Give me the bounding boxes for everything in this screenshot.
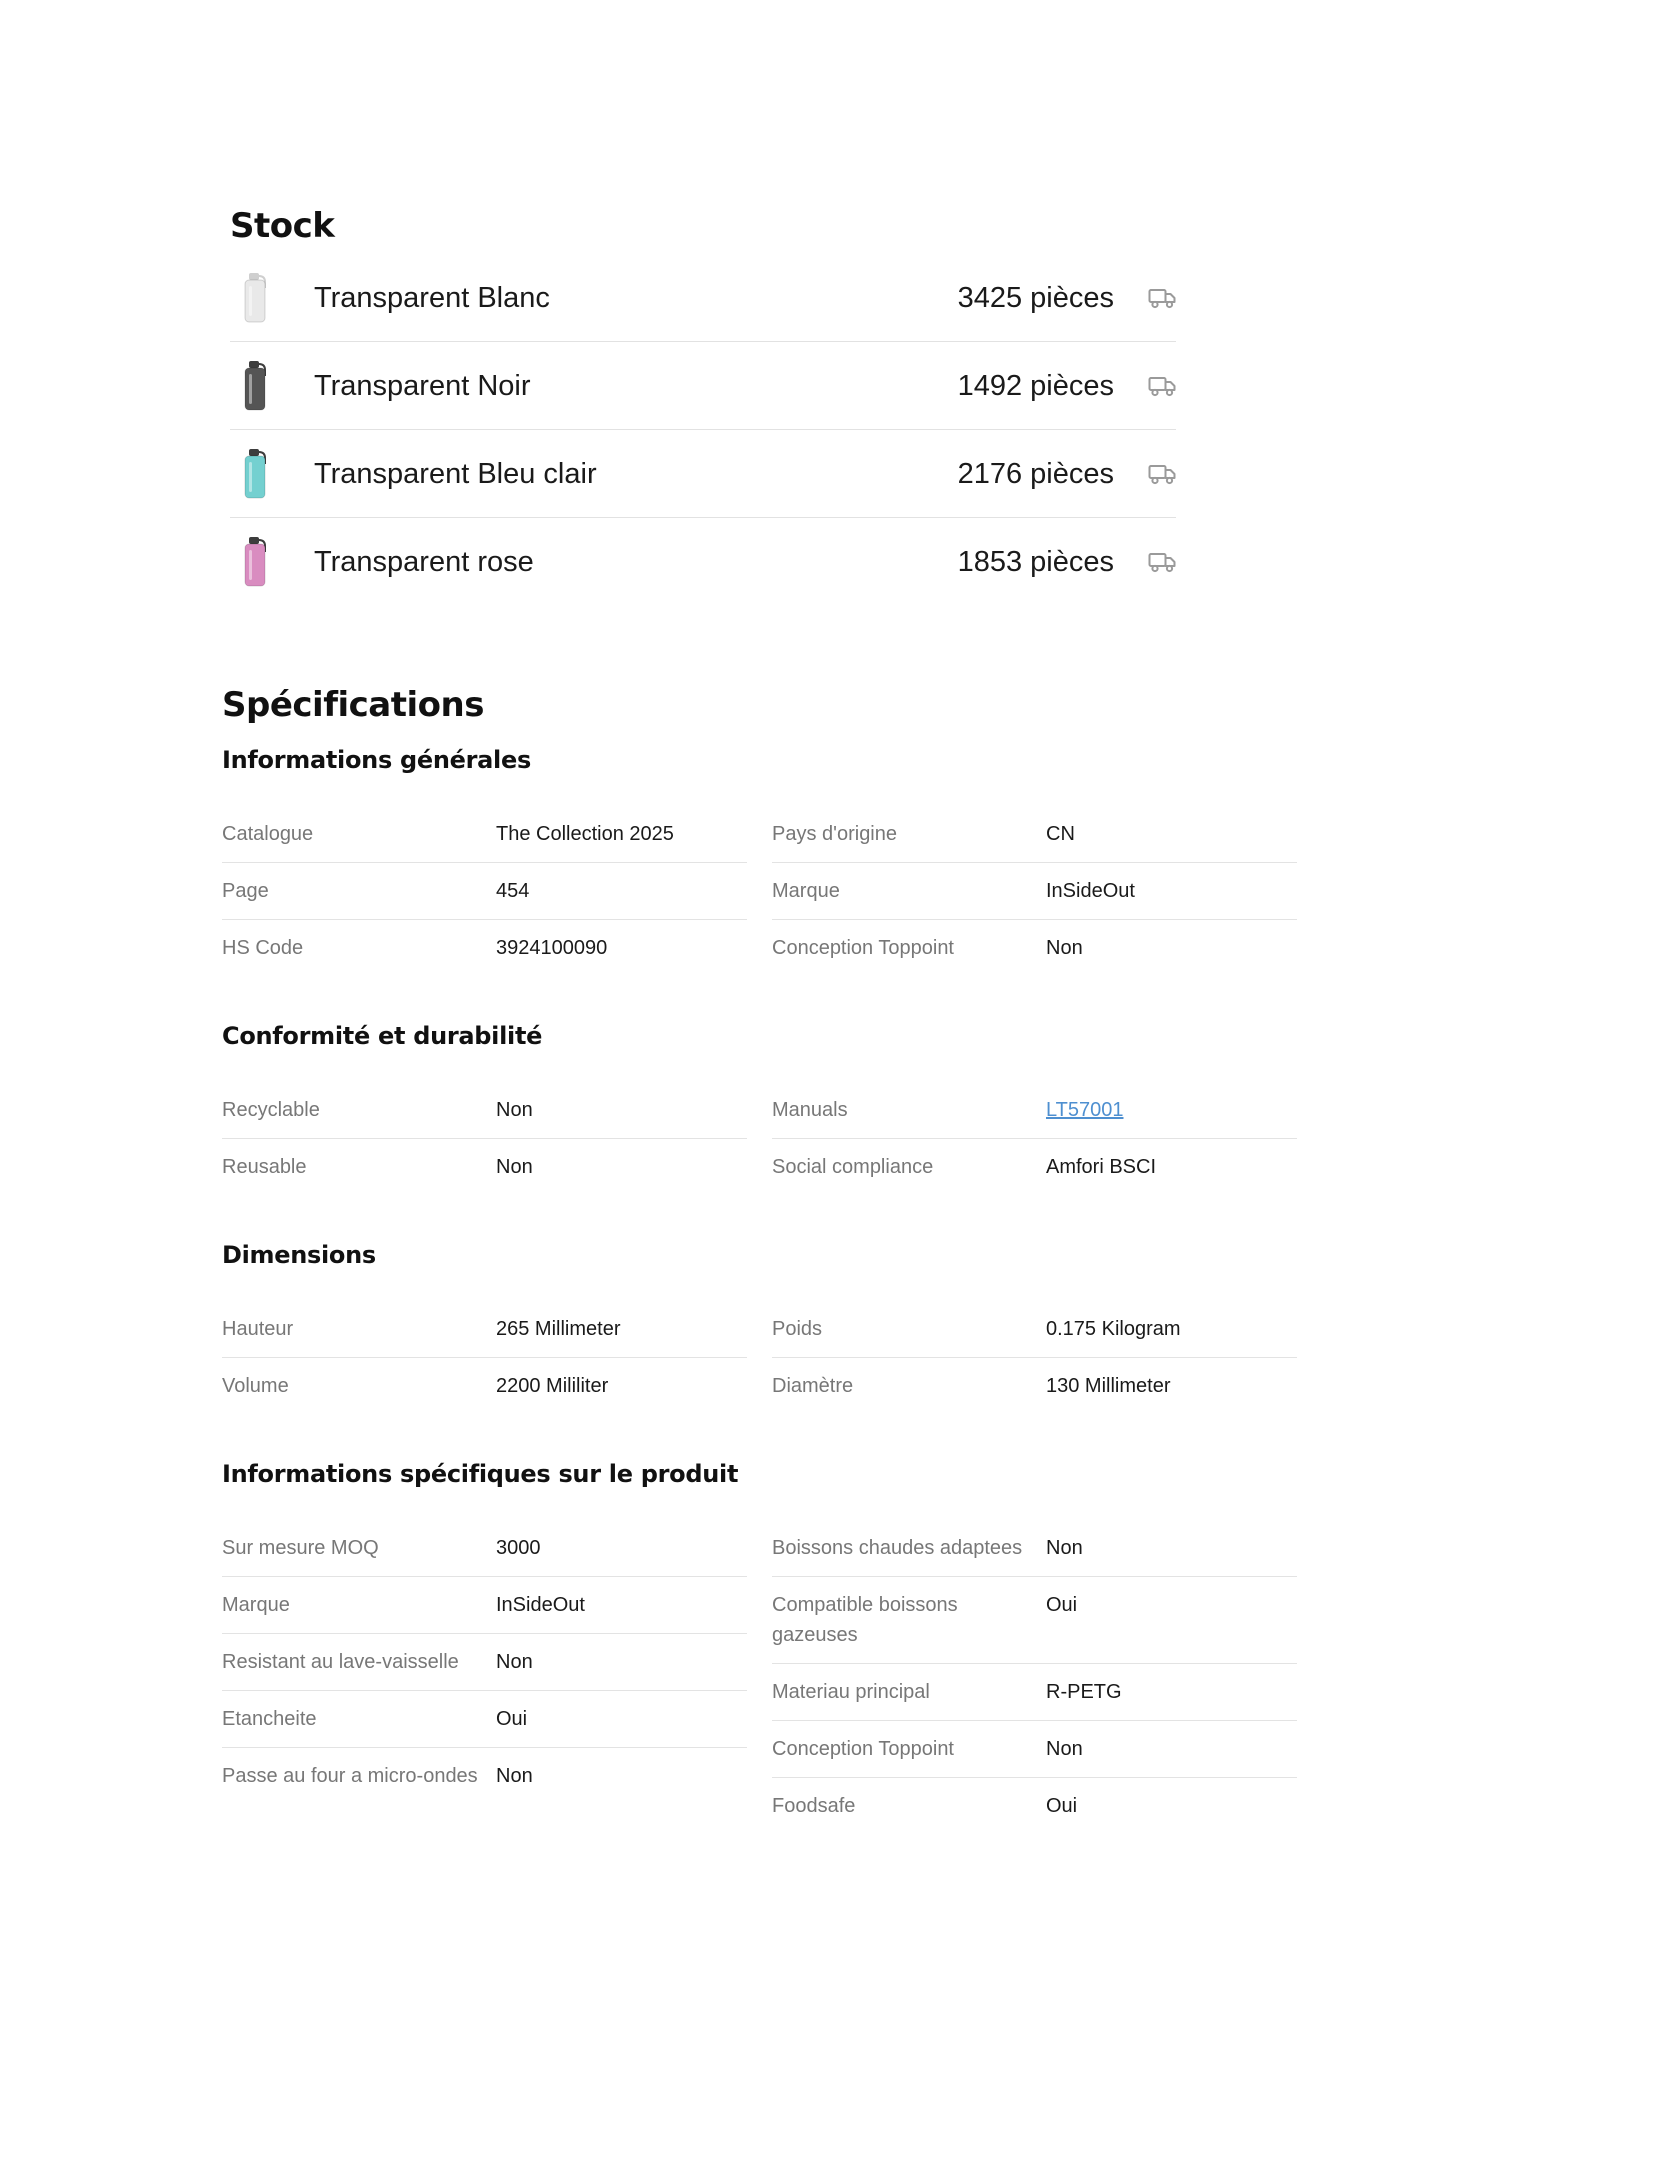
spec-row	[772, 1082, 1297, 1139]
spec-label: Poids	[772, 1318, 823, 1340]
spec-row	[772, 806, 1297, 863]
spec-label: Etancheite	[222, 1708, 317, 1730]
spec-row	[772, 1721, 1297, 1778]
manual-link[interactable]: LT57001	[1046, 1099, 1124, 1121]
spec-row	[222, 806, 747, 863]
spec-column-right	[772, 1301, 1297, 1414]
stock-row	[230, 518, 1176, 606]
spec-row	[222, 1139, 747, 1195]
stock-list	[230, 254, 1176, 606]
spec-value: InSideOut	[496, 1594, 585, 1616]
stock-row	[230, 430, 1176, 518]
spec-value: 265 Millimeter	[496, 1318, 621, 1340]
spec-value: Oui	[496, 1708, 528, 1730]
spec-value: CN	[1046, 823, 1075, 845]
stock-section	[230, 198, 1176, 606]
spec-value: R-PETG	[1046, 1681, 1122, 1703]
truck-icon	[1148, 463, 1176, 485]
spec-label: Social compliance	[772, 1156, 934, 1178]
spec-label: Sur mesure MOQ	[222, 1537, 379, 1559]
spec-row	[222, 1301, 747, 1358]
truck-icon	[1148, 551, 1176, 573]
spec-row	[222, 1082, 747, 1139]
spec-label: Marque	[772, 880, 840, 902]
spec-value: Non	[496, 1156, 533, 1178]
spec-row	[222, 1691, 747, 1748]
group-title-product-info: Informations spécifiques sur le produit	[222, 1460, 739, 1488]
spec-column-left	[222, 1520, 747, 1834]
spec-label: Compatible boissons gazeuses	[772, 1594, 958, 1646]
spec-value: 2200 Mililiter	[496, 1375, 609, 1397]
stock-item-label: Transparent Bleu clair	[314, 458, 597, 490]
spec-row	[222, 1520, 747, 1577]
spec-row	[222, 920, 747, 976]
spec-value: The Collection 2025	[496, 823, 674, 845]
spec-label: HS Code	[222, 937, 304, 959]
spec-value: InSideOut	[1046, 880, 1135, 902]
stock-title: Stock	[230, 206, 335, 246]
stock-item-label: Transparent Blanc	[314, 282, 550, 314]
spec-row	[772, 1577, 1297, 1664]
spec-row	[772, 1664, 1297, 1721]
group-compliance	[222, 1016, 1297, 1195]
spec-label: Resistant au lave-vaisselle	[222, 1651, 459, 1673]
spec-row	[772, 1358, 1297, 1414]
stock-item-quantity: 2176 pièces	[957, 458, 1114, 490]
spec-label: Manuals	[772, 1099, 848, 1121]
spec-label: Marque	[222, 1594, 290, 1616]
spec-value: Non	[496, 1651, 533, 1673]
group-general-info	[222, 740, 1297, 976]
spec-value: 454	[496, 880, 530, 902]
spec-label: Materiau principal	[772, 1681, 930, 1703]
specifications-title: Spécifications	[222, 685, 484, 725]
spec-label: Diamètre	[772, 1375, 854, 1397]
spec-value: Non	[1046, 1537, 1083, 1559]
stock-item-label: Transparent rose	[314, 546, 534, 578]
spec-label: Passe au four a micro-ondes	[222, 1765, 478, 1787]
spec-value: Oui	[1046, 1594, 1078, 1616]
spec-column-right	[772, 1520, 1297, 1834]
spec-value: 130 Millimeter	[1046, 1375, 1171, 1397]
spec-label: Volume	[222, 1375, 289, 1397]
spec-row	[222, 863, 747, 920]
spec-column-right	[772, 806, 1297, 976]
stock-row	[230, 254, 1176, 342]
spec-row	[772, 863, 1297, 920]
group-title-dimensions: Dimensions	[222, 1241, 376, 1269]
specifications-section	[222, 670, 1297, 1874]
stock-row	[230, 342, 1176, 430]
spec-value: Non	[1046, 1738, 1083, 1760]
bottle-icon	[242, 360, 268, 412]
spec-label: Reusable	[222, 1156, 307, 1178]
spec-column-right	[772, 1082, 1297, 1195]
spec-row	[222, 1577, 747, 1634]
spec-label: Catalogue	[222, 823, 314, 845]
stock-item-quantity: 1492 pièces	[957, 370, 1114, 402]
bottle-icon	[242, 448, 268, 500]
spec-value: Non	[496, 1099, 533, 1121]
spec-value	[1046, 1095, 1297, 1125]
bottle-icon	[242, 536, 268, 588]
spec-row	[772, 1778, 1297, 1834]
spec-label: Foodsafe	[772, 1795, 856, 1817]
spec-row	[222, 1358, 747, 1414]
spec-row	[772, 1301, 1297, 1358]
spec-value: Amfori BSCI	[1046, 1156, 1157, 1178]
stock-item-quantity: 3425 pièces	[957, 282, 1114, 314]
group-product-info	[222, 1454, 1297, 1834]
spec-row	[772, 920, 1297, 976]
spec-label: Recyclable	[222, 1099, 320, 1121]
stock-item-label: Transparent Noir	[314, 370, 531, 402]
spec-row	[222, 1748, 747, 1804]
truck-icon	[1148, 287, 1176, 309]
spec-row	[772, 1520, 1297, 1577]
spec-row	[772, 1139, 1297, 1195]
spec-column-left	[222, 1301, 747, 1414]
spec-label: Conception Toppoint	[772, 937, 954, 959]
spec-column-left	[222, 1082, 747, 1195]
spec-label: Hauteur	[222, 1318, 294, 1340]
spec-label: Conception Toppoint	[772, 1738, 954, 1760]
spec-label: Pays d'origine	[772, 823, 897, 845]
truck-icon	[1148, 375, 1176, 397]
spec-value: 0.175 Kilogram	[1046, 1318, 1181, 1340]
spec-value: 3000	[496, 1537, 541, 1559]
spec-column-left	[222, 806, 747, 976]
group-title-general-info: Informations générales	[222, 746, 531, 774]
stock-item-quantity: 1853 pièces	[957, 546, 1114, 578]
spec-value: 3924100090	[496, 937, 608, 959]
group-dimensions	[222, 1235, 1297, 1414]
spec-label: Boissons chaudes adaptees	[772, 1537, 1023, 1559]
spec-value: Non	[496, 1765, 533, 1787]
group-title-compliance: Conformité et durabilité	[222, 1022, 543, 1050]
spec-row	[222, 1634, 747, 1691]
bottle-icon	[242, 272, 268, 324]
spec-label: Page	[222, 880, 269, 902]
spec-value: Oui	[1046, 1795, 1078, 1817]
spec-value: Non	[1046, 937, 1083, 959]
